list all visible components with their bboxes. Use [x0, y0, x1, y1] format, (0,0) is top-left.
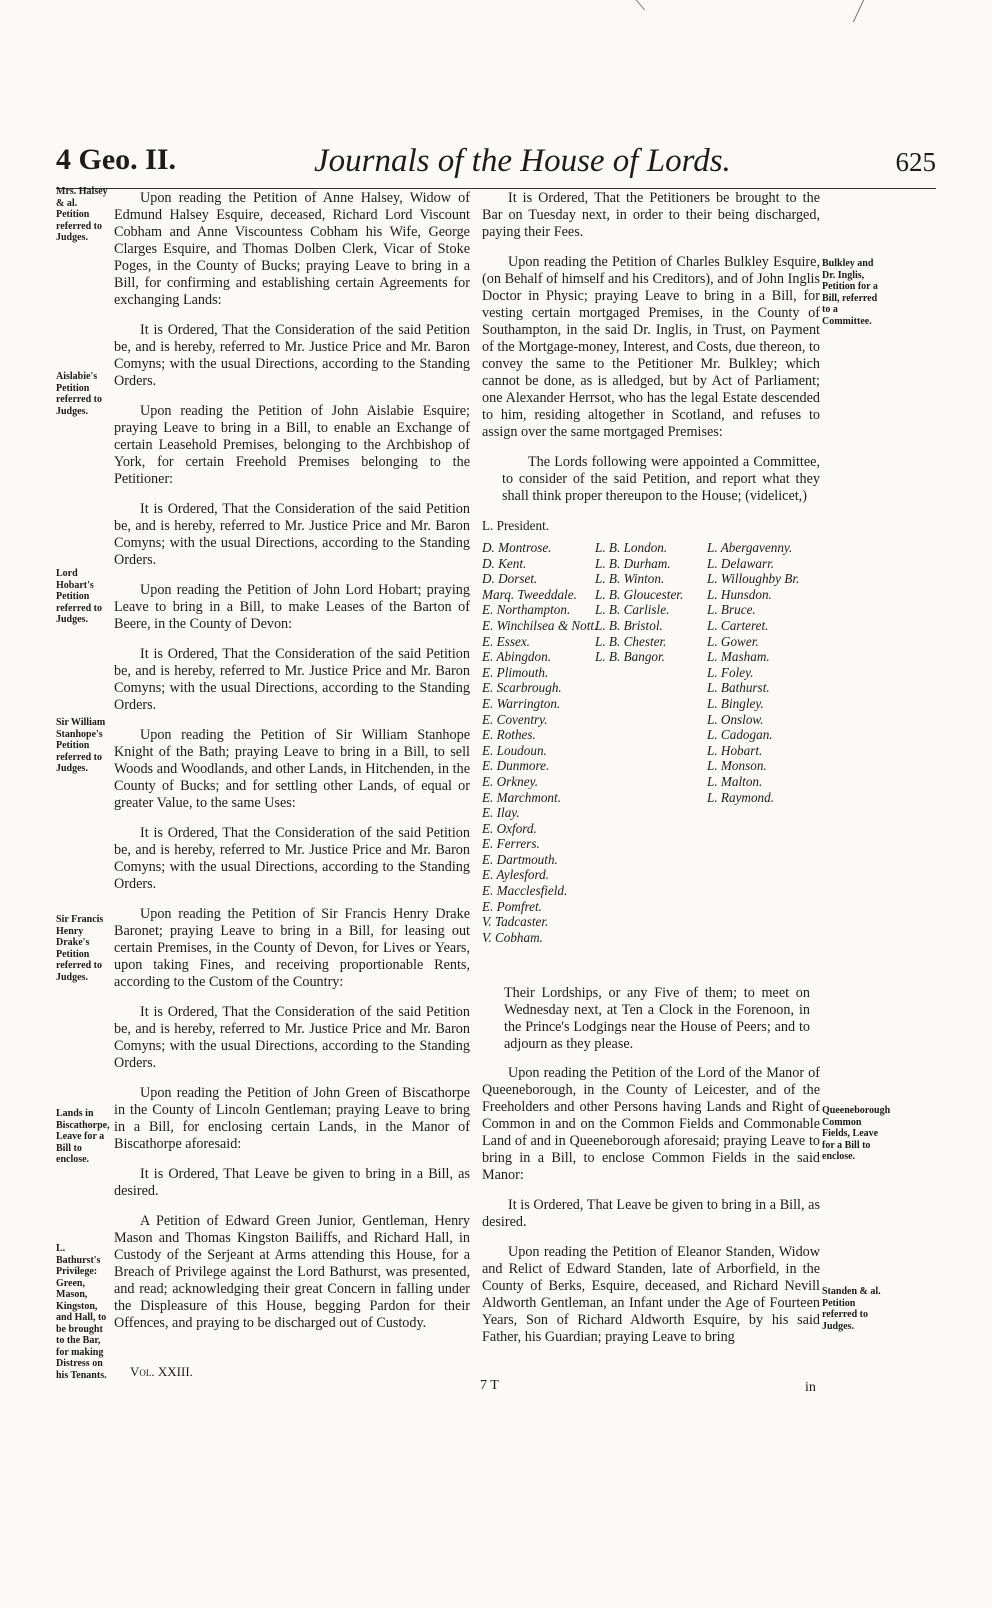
- lord-name: E. Dartmouth.: [482, 851, 558, 867]
- scan-mark: [853, 0, 874, 22]
- margin-note: Lands in Biscathorpe, Leave for a Bill to enclose.: [56, 1108, 110, 1165]
- catchword: in: [805, 1380, 816, 1395]
- entry-paragraph: It is Ordered, That Leave be given to bring in a Bill, as desired.: [114, 1166, 470, 1199]
- entry-paragraph: Upon reading the Petition of Eleanor Standen, Widow and Relict of Edward Standen, late of Arborfield, in the County of Berks, Esquire, deceased, and Richard Nevill Aldworth Gentleman, an Infant under the Age of Fourteen Years, Son of Richard Aldworth Esquire, by his said Father, his Guardian; praying Leave to bring: [482, 1244, 820, 1345]
- margin-note: Bulkley and Dr. Inglis, Petition for a Bill, referred to a Committee.: [822, 258, 878, 327]
- right-column: [482, 190, 820, 1359]
- lord-name: E. Macclesfield.: [482, 883, 568, 899]
- lord-name: L. Foley.: [707, 664, 754, 680]
- lord-name: Marq. Tweeddale.: [482, 586, 577, 602]
- lord-name: L. Malton.: [707, 773, 763, 789]
- entry-paragraph: Upon reading the Petition of John Green of Biscathorpe in the County of Lincoln Gentleman; praying Leave to bring in a Bill, for enclosing certain Lands, in the Manor of Biscathorpe aforesaid:: [114, 1085, 470, 1152]
- lord-name: E. Scarbrough.: [482, 680, 562, 696]
- lord-name: L. Bathurst.: [707, 680, 770, 696]
- lord-name: L. Raymond.: [707, 789, 775, 805]
- volume-number: Vol. XXIII.: [130, 1364, 193, 1379]
- lord-name: L. Masham.: [707, 649, 770, 665]
- lords-column-1: [482, 540, 597, 945]
- lord-name: E. Warrington.: [482, 695, 561, 711]
- president-entry: L. President.: [482, 518, 550, 533]
- page-header: [56, 143, 936, 183]
- entry-paragraph: It is Ordered, That the Consideration of the said Petition be, and is hereby, referred to Mr. Justice Price and Mr. Baron Comyns; with the usual Directions, according to the Standing Orders.: [114, 1004, 470, 1071]
- lord-name: D. Dorset.: [482, 571, 538, 587]
- lord-name: D. Montrose.: [482, 540, 552, 555]
- entry-paragraph: Upon reading the Petition of Sir William Stanhope Knight of the Bath; praying Leave to bring in a Bill, to sell Woods and Woodlands, and other Lands, in Hitchenden, in the County of Bucks; and for settling other Lands, of equal or greater Value, to the same Uses:: [114, 727, 470, 811]
- lord-name: L. Bruce.: [707, 602, 756, 618]
- regnal-year: 4 Geo. II.: [56, 143, 176, 176]
- lord-name: L. Willoughby Br.: [707, 571, 800, 587]
- lord-name: L. B. Bristol.: [595, 617, 663, 633]
- entry-paragraph: It is Ordered, That the Consideration of the said Petition be, and is hereby, referred to Mr. Justice Price and Mr. Baron Comyns; with the usual Directions, according to the Standing Orders.: [114, 501, 470, 568]
- page-number: 625: [895, 147, 936, 177]
- lord-name: L. Carteret.: [707, 617, 769, 633]
- lord-name: L. B. Chester.: [595, 633, 667, 649]
- lords-column-3: [707, 540, 799, 805]
- lord-name: L. Gower.: [707, 633, 759, 649]
- margin-note: Sir Francis Henry Drake's Petition referred to Judges.: [56, 914, 104, 983]
- lord-name: D. Kent.: [482, 555, 527, 571]
- lord-name: E. Ilay.: [482, 805, 520, 821]
- lord-name: V. Tadcaster.: [482, 914, 549, 930]
- lord-name: E. Plimouth.: [482, 664, 549, 680]
- entry-paragraph: Upon reading the Petition of Charles Bulkley Esquire, (on Behalf of himself and his Creditors), and of John Inglis Doctor in Physic; praying Leave to bring in a Bill, for vesting certain mortgaged Premises, in the County of Southampton, in the said Dr. Inglis, in Trust, on Payment of the Mortgage-money, Interest, and Costs, due thereon, to convey the same to the Petitioner Mr. Bulkley; which cannot be done, as is alledged, but by Act of Parliament; one Alexander Herrsot, who has the legal Estate descended to him, residing altogether in Scotland, and refuses to assign over the same mortgaged Premises:: [482, 254, 820, 440]
- entry-paragraph: It is Ordered, That the Consideration of the said Petition be, and is hereby, referred to Mr. Justice Price and Mr. Baron Comyns; with the usual Directions, according to the Standing Orders.: [114, 646, 470, 713]
- committee-intro: The Lords following were appointed a Committee, to consider of the said Petition, and report what they shall think proper thereupon to the House; (videlicet,): [502, 454, 820, 504]
- margin-note: L. Bathurst's Privilege: Green, Mason, Kingston, and Hall, to be brought to the Bar, for making Distress on his Tenants.: [56, 1243, 107, 1381]
- entry-paragraph: It is Ordered, That the Consideration of the said Petition be, and is hereby, referred to Mr. Justice Price and Mr. Baron Comyns; with the usual Directions, according to the Standing Orders.: [114, 322, 470, 389]
- journal-title: Journals of the House of Lords.: [314, 143, 731, 179]
- committee-close: Their Lordships, or any Five of them; to meet on Wednesday next, at Ten a Clock in the Forenoon, in the Prince's Lodgings near the House of Peers; and to adjourn as they please.: [504, 985, 810, 1052]
- entry-paragraph: Upon reading the Petition of John Aislabie Esquire; praying Leave to bring in a Bill, to enable an Exchange of certain Leasehold Premises, belonging to the Archbishop of York, for certain Freehold Premises belonging to the Petitioner:: [114, 403, 470, 487]
- lord-name: L. Hobart.: [707, 742, 763, 758]
- lord-name: L. B. London.: [595, 540, 668, 555]
- lord-name: E. Dunmore.: [482, 758, 550, 774]
- lord-name: L. Hunsdon.: [707, 586, 772, 602]
- entry-paragraph: A Petition of Edward Green Junior, Gentleman, Henry Mason and Thomas Kingston Bailiffs, and Richard Hall, in Custody of the Serjeant at Arms attending this House, for a Breach of Privilege against the Lord Bathurst, was presented, and read; acknowledging their great Concern in falling under the Displeasure of this House, begging Pardon for their Offences, and praying to be discharged out of Custody.: [114, 1213, 470, 1331]
- lord-name: L. B. Gloucester.: [595, 586, 684, 602]
- lord-name: L. Bingley.: [707, 695, 764, 711]
- lord-name: V. Cobham.: [482, 929, 543, 945]
- lord-name: L. B. Bangor.: [595, 649, 665, 665]
- lord-name: L. Cadogan.: [707, 727, 773, 743]
- header-rule: [56, 188, 936, 189]
- lord-name: E. Northampton.: [482, 602, 571, 618]
- lord-name: L. B. Carlisle.: [595, 602, 670, 618]
- committee-list: [482, 518, 820, 973]
- lord-name: E. Winchilsea & Nott.: [482, 617, 598, 633]
- margin-note: Aislabie's Petition referred to Judges.: [56, 371, 102, 417]
- lord-name: L. Abergavenny.: [707, 540, 793, 555]
- entry-paragraph: Upon reading the Petition of Sir Francis Henry Drake Baronet; praying Leave to bring in a Bill, for leasing out certain Premises, in the County of Devon, for Lives or Years, upon taking Fines, and receiving proportionable Rents, according to the Custom of the Country:: [114, 906, 470, 990]
- margin-note: Standen & al. Petition referred to Judges.: [822, 1286, 881, 1332]
- lord-name: L. Delawarr.: [707, 555, 775, 571]
- lord-name: E. Essex.: [482, 633, 530, 649]
- lord-name: E. Loudoun.: [482, 742, 547, 758]
- lord-name: E. Orkney.: [482, 773, 539, 789]
- entry-paragraph: Upon reading the Petition of the Lord of the Manor of Queeneborough, in the County of Leicester, and of the Freeholders and other Persons having Lands and Right of Common in and on the Common Fields and Commonable Land of and in Queeneborough aforesaid; praying Leave to bring in a Bill, to enclose Common Fields in the said Manor:: [482, 1065, 820, 1183]
- left-column: [114, 190, 470, 1345]
- margin-note: Sir William Stanhope's Petition referred to Judges.: [56, 717, 106, 774]
- lord-name: L. Monson.: [707, 758, 767, 774]
- lord-name: E. Aylesford.: [482, 867, 550, 883]
- entry-paragraph: Upon reading the Petition of Anne Halsey, Widow of Edmund Halsey Esquire, deceased, Richard Lord Viscount Cobham and Anne Viscountess Cobham his Wife, George Clarges Esquire, and Thomas Dolben Clerk, Vicar of Stoke Poges, in the County of Bucks; praying Leave to bring in a Bill, for confirming and establishing certain Agreements for exchanging Lands:: [114, 190, 470, 308]
- entry-paragraph: It is Ordered, That the Petitioners be brought to the Bar on Tuesday next, in order to their being discharged, paying their Fees.: [482, 190, 820, 240]
- lord-name: E. Coventry.: [482, 711, 548, 727]
- lord-name: L. B. Winton.: [595, 571, 665, 587]
- lord-name: E. Rothes.: [482, 727, 536, 743]
- lord-name: E. Marchmont.: [482, 789, 561, 805]
- entry-paragraph: Upon reading the Petition of John Lord Hobart; praying Leave to bring in a Bill, to make Leases of the Barton of Beere, in the County of Devon:: [114, 582, 470, 632]
- entry-paragraph: It is Ordered, That the Consideration of the said Petition be, and is hereby, referred to Mr. Justice Price and Mr. Baron Comyns; with the usual Directions, according to the Standing Orders.: [114, 825, 470, 892]
- signature-mark: 7 T: [480, 1378, 499, 1393]
- margin-note: Mrs. Halsey & al. Petition referred to Judges.: [56, 186, 108, 243]
- scan-mark: [636, 0, 667, 10]
- lord-name: E. Abingdon.: [482, 649, 551, 665]
- lord-name: E. Ferrers.: [482, 836, 540, 852]
- lord-name: L. Onslow.: [707, 711, 764, 727]
- lord-name: E. Oxford.: [482, 820, 537, 836]
- margin-note: Queeneborough Common Fields, Leave for a Bill to enclose.: [822, 1105, 891, 1162]
- lords-column-2: [595, 540, 683, 665]
- margin-note: Lord Hobart's Petition referred to Judges.: [56, 568, 102, 625]
- lord-name: L. B. Durham.: [595, 555, 671, 571]
- entry-paragraph: It is Ordered, That Leave be given to bring in a Bill, as desired.: [482, 1197, 820, 1230]
- lord-name: E. Pomfret.: [482, 898, 542, 914]
